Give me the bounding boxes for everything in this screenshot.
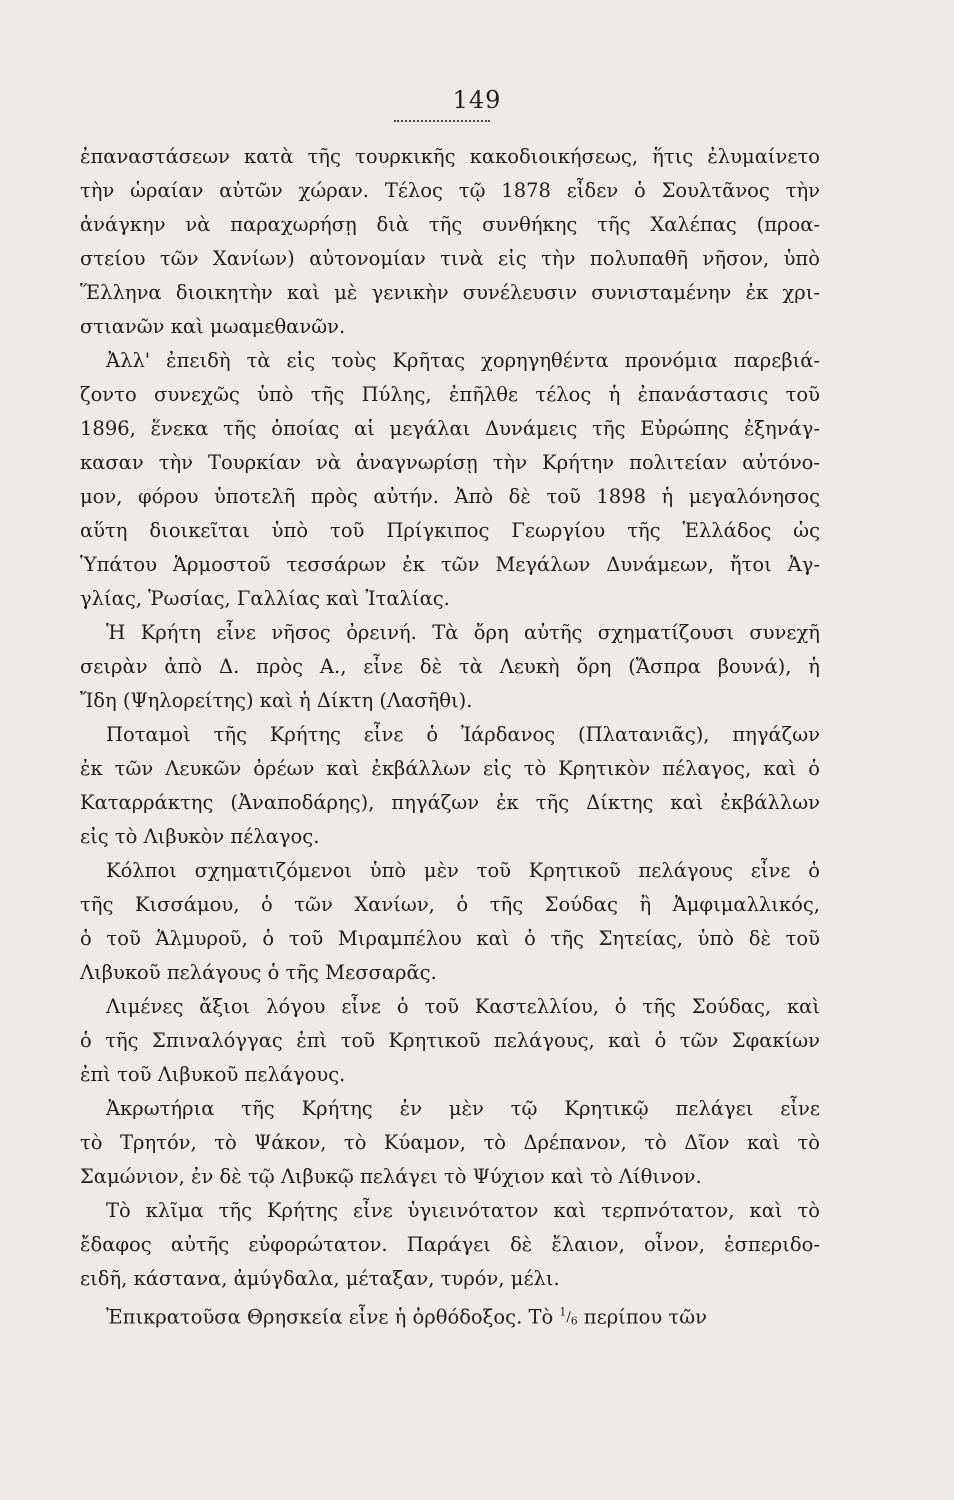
text-line: Ἀλλ' ἐπειδὴ τὰ εἰς τοὺς Κρῆτας χορηγηθέντα προνόμια παρεβιά- bbox=[106, 349, 820, 372]
text-line: Ποταμοὶ τῆς Κρήτης εἶνε ὁ Ἰάρδανος (Πλατανιᾶς), πηγάζων bbox=[106, 723, 820, 746]
text-line: ζοντο συνεχῶς ὑπὸ τῆς Πύλης, ἐπῆλθε τέλος ἡ ἐπανάστασις τοῦ bbox=[80, 383, 820, 406]
text-line: ἔδαφος αὐτῆς εὐφορώτατον. Παράγει δὲ ἔλαιον, οἶνον, ἑσπεριδο- bbox=[80, 1233, 820, 1256]
final-line-end: περίπου τῶν bbox=[583, 1305, 707, 1329]
text-line: Ἴδη (Ψηλορείτης) καὶ ἡ Δίκτη (Λασῆθι). bbox=[80, 689, 473, 712]
text-line: αὕτη διοικεῖται ὑπὸ τοῦ Πρίγκιπος Γεωργίου τῆς Ἑλλάδος ὡς bbox=[80, 519, 820, 542]
page-number: 149 bbox=[452, 86, 502, 114]
header-rule bbox=[394, 120, 490, 122]
text-line: στείου τῶν Χανίων) αὐτονομίαν τινὰ εἰς τὴν πολυπαθῆ νῆσον, ὑπὸ bbox=[80, 247, 820, 270]
text-line: Καταρράκτης (Ἀναποδάρης), πηγάζων ἐκ τῆς Δίκτης καὶ ἐκβάλλων bbox=[80, 791, 820, 814]
final-line-start: Ἐπικρατοῦσα Θρησκεία εἶνε ἡ ὀρθόδοξος. Τὸ bbox=[106, 1305, 554, 1329]
fraction-numerator: 1 bbox=[559, 1306, 567, 1319]
text-line: τῆς Κισσάμου, ὁ τῶν Χανίων, ὁ τῆς Σούδας ἢ Ἀμφιμαλλικός, bbox=[80, 893, 820, 916]
text-line: μον, φόρου ὑποτελῆ πρὸς αὐτήν. Ἀπὸ δὲ τοῦ 1898 ἡ μεγαλόνησος bbox=[80, 485, 820, 508]
text-line: ἐπαναστάσεων κατὰ τῆς τουρκικῆς κακοδιοικήσεως, ἥτις ἐλυμαίνετο bbox=[80, 145, 820, 168]
text-line: Τὸ κλῖμα τῆς Κρήτης εἶνε ὑγιεινότατον καὶ τερπνότατον, καὶ τὸ bbox=[106, 1199, 820, 1222]
text-line: εἰς τὸ Λιβυκὸν πέλαγος. bbox=[80, 825, 320, 848]
text-line: ειδῆ, κάστανα, ἀμύγδαλα, μέταξαν, τυρόν, μέλι. bbox=[80, 1267, 560, 1290]
body-text bbox=[80, 140, 820, 1330]
text-line: ὁ τῆς Σπιναλόγγας ἐπὶ τοῦ Κρητικοῦ πελάγους, καὶ ὁ τῶν Σφακίων bbox=[80, 1029, 820, 1052]
text-line: ἐκ τῶν Λευκῶν ὀρέων καὶ ἐκβάλλων εἰς τὸ Κρητικὸν πέλαγος, καὶ ὁ bbox=[80, 757, 820, 780]
text-line: κασαν τὴν Τουρκίαν νὰ ἀναγνωρίσῃ τὴν Κρήτην πολιτείαν αὐτόνο- bbox=[80, 451, 820, 474]
text-line: Λιβυκοῦ πελάγους ὁ τῆς Μεσσαρᾶς. bbox=[80, 961, 437, 984]
text-line: ὁ τοῦ Ἁλμυροῦ, ὁ τοῦ Μιραμπέλου καὶ ὁ τῆς Σητείας, ὑπὸ δὲ τοῦ bbox=[80, 927, 820, 950]
fraction-denominator: 6 bbox=[570, 1314, 578, 1328]
text-line: Ἕλληνα διοικητὴν καὶ μὲ γενικὴν συνέλευσιν συνισταμένην ἐκ χρι- bbox=[80, 281, 820, 304]
text-line: γλίας, Ῥωσίας, Γαλλίας καὶ Ἰταλίας. bbox=[80, 587, 450, 610]
text-line: 1896, ἕνεκα τῆς ὁποίας αἱ μεγάλαι Δυνάμεις τῆς Εὐρώπης ἐξηνάγ- bbox=[80, 417, 820, 440]
text-line: Σαμώνιον, ἐν δὲ τῷ Λιβυκῷ πελάγει τὸ Ψύχιον καὶ τὸ Λίθινον. bbox=[80, 1165, 702, 1188]
text-line: Λιμένες ἄξιοι λόγου εἶνε ὁ τοῦ Καστελλίου, ὁ τῆς Σούδας, καὶ bbox=[106, 995, 820, 1018]
text-line: Ὑπάτου Ἁρμοστοῦ τεσσάρων ἐκ τῶν Μεγάλων Δυνάμεων, ἤτοι Ἀγ- bbox=[80, 553, 820, 576]
text-line: σειρὰν ἀπὸ Δ. πρὸς Α., εἶνε δὲ τὰ Λευκὴ ὄρη (Ἄσπρα βουνά), ἡ bbox=[80, 655, 820, 678]
text-line: Κόλποι σχηματιζόμενοι ὑπὸ μὲν τοῦ Κρητικοῦ πελάγους εἶνε ὁ bbox=[106, 859, 820, 882]
text-line: Ἡ Κρήτη εἶνε νῆσος ὀρεινή. Τὰ ὄρη αὐτῆς σχηματίζουσι συνεχῆ bbox=[106, 621, 820, 644]
text-line: Ἀκρωτήρια τῆς Κρήτης ἐν μὲν τῷ Κρητικῷ πελάγει εἶνε bbox=[106, 1097, 820, 1120]
text-line: στιανῶν καὶ μωαμεθανῶν. bbox=[80, 315, 346, 338]
text-line-final bbox=[80, 1296, 820, 1330]
text-line: ἀνάγκην νὰ παραχωρήσῃ διὰ τῆς συνθήκης τῆς Χαλέπας (προα- bbox=[80, 213, 820, 236]
fraction-one-sixth: $^1/_6$ bbox=[559, 1306, 578, 1328]
text-line: τὸ Τρητόν, τὸ Ψάκον, τὸ Κύαμον, τὸ Δρέπανον, τὸ Δῖον καὶ τὸ bbox=[80, 1131, 820, 1154]
text-line: ἐπὶ τοῦ Λιβυκοῦ πελάγους. bbox=[80, 1063, 346, 1086]
text-line: τὴν ὡραίαν αὐτῶν χώραν. Τέλος τῷ 1878 εἶδεν ὁ Σουλτᾶνος τὴν bbox=[80, 179, 820, 202]
